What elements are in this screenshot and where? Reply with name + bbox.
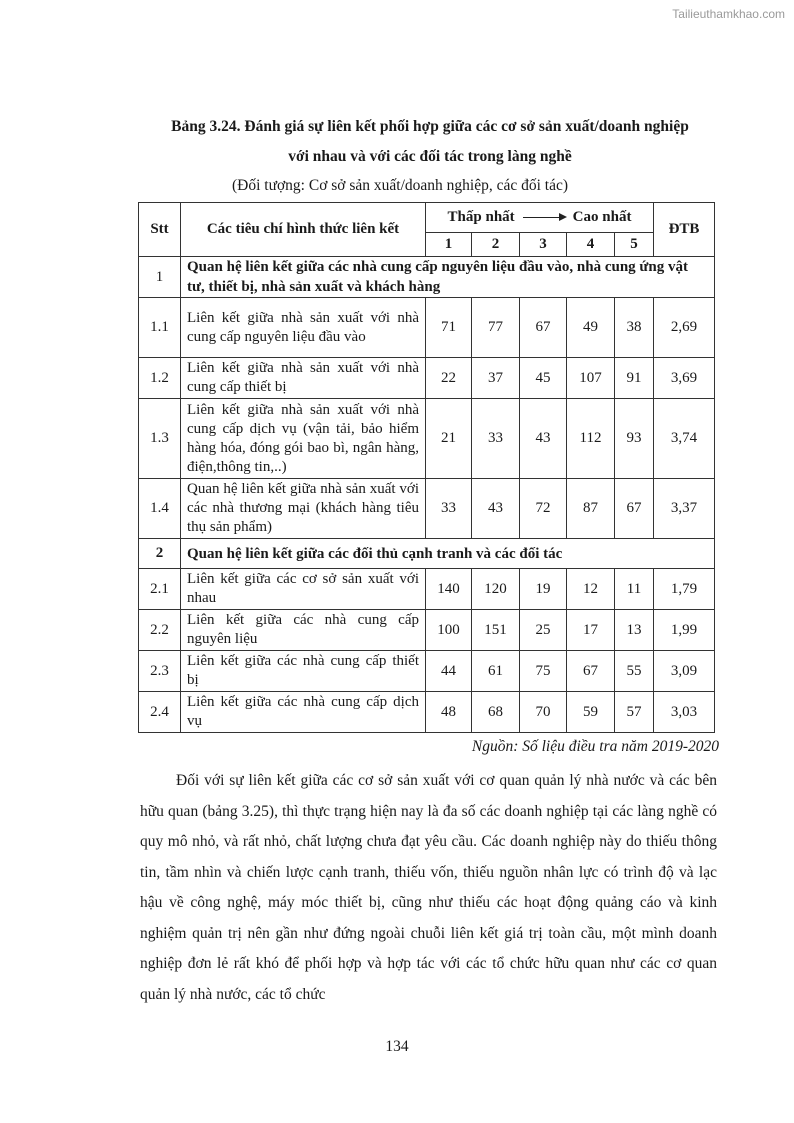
row-label: Liên kết giữa các nhà cung cấp nguyên liệu bbox=[181, 610, 426, 651]
header-scale-low: Thấp nhất bbox=[447, 209, 515, 225]
table-row bbox=[139, 479, 715, 539]
row-value: 61 bbox=[472, 651, 520, 692]
group-stt: 2 bbox=[139, 539, 181, 569]
row-stt: 2.4 bbox=[139, 692, 181, 733]
row-stt: 1.4 bbox=[139, 479, 181, 539]
row-average: 3,03 bbox=[654, 692, 715, 733]
row-value: 21 bbox=[426, 399, 472, 479]
row-value: 13 bbox=[615, 610, 654, 651]
row-value: 67 bbox=[567, 651, 615, 692]
row-average: 3,37 bbox=[654, 479, 715, 539]
body-paragraph: Đối với sự liên kết giữa các cơ sở sản xuất với cơ quan quản lý nhà nước và các bên hữu quan (bảng 3.25), thì thực trạng hiện nay là đa số các doanh nghiệp tại các làng nghề có quy mô nhỏ, và rất nhỏ, chất lượng chưa đạt yêu cầu. Các doanh nghiệp này do thiếu thông tin, tầm nhìn và chiến lược cạnh tranh, thiếu vốn, thiếu nguồn nhân lực có trình độ và lạc hậu về công nghệ, máy móc thiết bị, cũng như thiếu các hoạt động quảng cáo và kinh nghiệm quản trị nên gần như đứng ngoài chuỗi liên kết giá trị toàn cầu, một mình doanh nghiệp đơn lẻ rất khó để phối hợp và hợp tác với các tổ chức hữu quan như các cơ quan quản lý nhà nước, các tổ chức bbox=[140, 772, 717, 1003]
header-level: 3 bbox=[520, 233, 567, 257]
row-value: 43 bbox=[472, 479, 520, 539]
row-value: 38 bbox=[615, 298, 654, 358]
row-value: 55 bbox=[615, 651, 654, 692]
row-value: 120 bbox=[472, 569, 520, 610]
row-value: 93 bbox=[615, 399, 654, 479]
row-value: 71 bbox=[426, 298, 472, 358]
row-average: 1,79 bbox=[654, 569, 715, 610]
table-title-line-2: với nhau và với các đối tác trong làng nghề bbox=[288, 148, 572, 165]
watermark: Tailieuthamkhao.com bbox=[672, 7, 785, 21]
row-value: 100 bbox=[426, 610, 472, 651]
page-number: 134 bbox=[385, 1038, 409, 1055]
table-row bbox=[139, 651, 715, 692]
header-row bbox=[139, 203, 715, 233]
table-source-note: Nguồn: Số liệu điều tra năm 2019-2020 bbox=[471, 738, 719, 755]
row-value: 70 bbox=[520, 692, 567, 733]
row-label: Liên kết giữa các nhà cung cấp thiết bị bbox=[181, 651, 426, 692]
row-stt: 1.3 bbox=[139, 399, 181, 479]
row-value: 33 bbox=[426, 479, 472, 539]
row-value: 140 bbox=[426, 569, 472, 610]
row-value: 59 bbox=[567, 692, 615, 733]
arrow-right-icon bbox=[523, 217, 565, 218]
row-label: Quan hệ liên kết giữa nhà sản xuất với các nhà thương mại (khách hàng tiêu thụ sản phẩm) bbox=[181, 479, 426, 539]
row-value: 11 bbox=[615, 569, 654, 610]
row-value: 107 bbox=[567, 358, 615, 399]
table-row bbox=[139, 358, 715, 399]
row-value: 25 bbox=[520, 610, 567, 651]
row-value: 87 bbox=[567, 479, 615, 539]
row-value: 151 bbox=[472, 610, 520, 651]
row-stt: 2.3 bbox=[139, 651, 181, 692]
row-average: 1,99 bbox=[654, 610, 715, 651]
header-scale bbox=[426, 203, 654, 233]
row-value: 19 bbox=[520, 569, 567, 610]
group-title: Quan hệ liên kết giữa các nhà cung cấp nguyên liệu đầu vào, nhà cung ứng vật tư, thiết bị, nhà sản xuất và khách hàng bbox=[181, 257, 715, 298]
table-row bbox=[139, 399, 715, 479]
row-stt: 2.2 bbox=[139, 610, 181, 651]
row-label: Liên kết giữa nhà sản xuất với nhà cung cấp nguyên liệu đầu vào bbox=[181, 298, 426, 358]
group-row bbox=[139, 539, 715, 569]
table-title-line-1: Bảng 3.24. Đánh giá sự liên kết phối hợp giữa các cơ sở sản xuất/doanh nghiệp bbox=[171, 118, 689, 135]
row-label: Liên kết giữa các nhà cung cấp dịch vụ bbox=[181, 692, 426, 733]
row-value: 33 bbox=[472, 399, 520, 479]
row-value: 12 bbox=[567, 569, 615, 610]
row-average: 3,74 bbox=[654, 399, 715, 479]
row-value: 77 bbox=[472, 298, 520, 358]
header-scale-high: Cao nhất bbox=[572, 209, 632, 225]
row-value: 68 bbox=[472, 692, 520, 733]
header-level: 1 bbox=[426, 233, 472, 257]
row-value: 67 bbox=[520, 298, 567, 358]
table-row bbox=[139, 610, 715, 651]
row-stt: 1.1 bbox=[139, 298, 181, 358]
row-value: 112 bbox=[567, 399, 615, 479]
row-value: 37 bbox=[472, 358, 520, 399]
row-value: 44 bbox=[426, 651, 472, 692]
row-value: 91 bbox=[615, 358, 654, 399]
group-stt: 1 bbox=[139, 257, 181, 298]
header-level: 5 bbox=[615, 233, 654, 257]
evaluation-table bbox=[138, 202, 715, 733]
table-row bbox=[139, 298, 715, 358]
row-value: 75 bbox=[520, 651, 567, 692]
row-value: 17 bbox=[567, 610, 615, 651]
table-subtitle: (Đối tượng: Cơ sở sản xuất/doanh nghiệp, các đối tác) bbox=[231, 177, 569, 194]
header-level: 2 bbox=[472, 233, 520, 257]
row-value: 72 bbox=[520, 479, 567, 539]
group-row bbox=[139, 257, 715, 298]
header-criteria: Các tiêu chí hình thức liên kết bbox=[181, 203, 426, 257]
row-label: Liên kết giữa nhà sản xuất với nhà cung cấp thiết bị bbox=[181, 358, 426, 399]
row-value: 48 bbox=[426, 692, 472, 733]
row-average: 3,09 bbox=[654, 651, 715, 692]
header-stt: Stt bbox=[139, 203, 181, 257]
table-row bbox=[139, 569, 715, 610]
row-stt: 1.2 bbox=[139, 358, 181, 399]
row-label: Liên kết giữa các cơ sở sản xuất với nhau bbox=[181, 569, 426, 610]
table-row bbox=[139, 692, 715, 733]
row-stt: 2.1 bbox=[139, 569, 181, 610]
row-value: 22 bbox=[426, 358, 472, 399]
row-value: 57 bbox=[615, 692, 654, 733]
row-average: 3,69 bbox=[654, 358, 715, 399]
row-value: 43 bbox=[520, 399, 567, 479]
row-value: 67 bbox=[615, 479, 654, 539]
header-level: 4 bbox=[567, 233, 615, 257]
row-value: 49 bbox=[567, 298, 615, 358]
row-value: 45 bbox=[520, 358, 567, 399]
header-average: ĐTB bbox=[654, 203, 715, 257]
group-title: Quan hệ liên kết giữa các đối thủ cạnh tranh và các đối tác bbox=[181, 539, 715, 569]
row-label: Liên kết giữa nhà sản xuất với nhà cung cấp dịch vụ (vận tải, bảo hiểm hàng hóa, đóng gói bao bì, ngân hàng, điện,thông tin,..) bbox=[181, 399, 426, 479]
row-average: 2,69 bbox=[654, 298, 715, 358]
